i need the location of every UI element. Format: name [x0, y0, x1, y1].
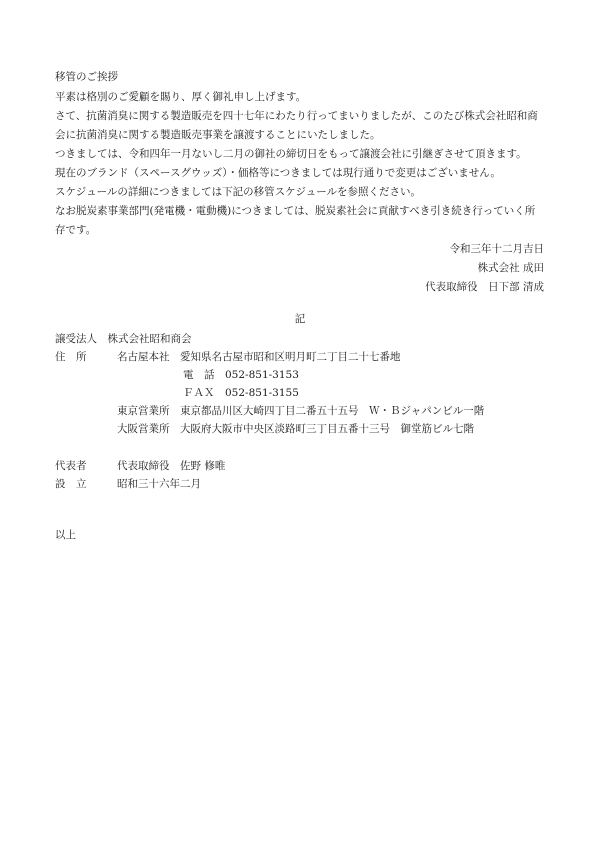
- letter-paragraph: 現在のブランド（スペースグウッズ）・価格等につきましては現行通りで変更はございません。: [55, 167, 501, 179]
- letter-paragraph: スケジュールの詳細につきましては下記の移管スケジュールを参照ください。: [55, 186, 422, 198]
- established-label: 設 立: [55, 478, 87, 490]
- representative-label: 代表者: [55, 460, 87, 472]
- letter-paragraph: 会に抗菌消臭に関する製造販売事業を譲渡することにいたしました。: [55, 129, 381, 141]
- letter-heading: 移管のご挨拶: [55, 71, 118, 83]
- sender-signer: 代表取締役 日下部 清成: [425, 281, 544, 293]
- address-label: 住 所: [55, 351, 87, 363]
- letter-paragraph: さて、抗菌消臭に関する製造販売を四十七年にわたり行ってまいりましたが、このたび株式会社昭和商: [55, 110, 538, 122]
- letter-paragraph: 平素は格別のご愛顧を賜り、厚く御礼申し上げます。: [55, 91, 307, 103]
- letter-paragraph: 存です。: [55, 224, 97, 236]
- letter-paragraph: つきましては、令和四年一月ないし二月の御社の締切日をもって譲渡会社に引継ぎさせて頂きます。: [55, 148, 527, 160]
- letter-paragraph: なお脱炭素事業部門(発電機・電動機)につきましては、脱炭素社会に貢献すべき引き続き行っていく所: [55, 205, 536, 217]
- representative-value: 代表取締役 佐野 修唯: [117, 460, 226, 472]
- letter-date: 令和三年十二月吉日: [449, 243, 544, 255]
- sender-company: 株式会社 成田: [477, 262, 544, 274]
- hq-tel: 電 話 052-851-3153: [183, 369, 299, 381]
- transferee: 譲受法人 株式会社昭和商会: [55, 333, 192, 345]
- osaka-office: 大阪営業所 大阪府大阪市中央区淡路町三丁目五番十三号 御堂筋ビル七階: [117, 423, 474, 435]
- established-value: 昭和三十六年二月: [117, 478, 201, 490]
- hq-fax: ＦＡＸ 052-851-3155: [183, 387, 299, 399]
- hq-address: 名古屋本社 愛知県名古屋市昭和区明月町二丁目二十七番地: [117, 351, 401, 363]
- tokyo-office: 東京営業所 東京都品川区大崎四丁目二番五十五号 Ｗ・Ｂジャパンビル一階: [117, 405, 485, 417]
- record-title: 記: [294, 313, 306, 325]
- closing-text: 以上: [55, 529, 76, 541]
